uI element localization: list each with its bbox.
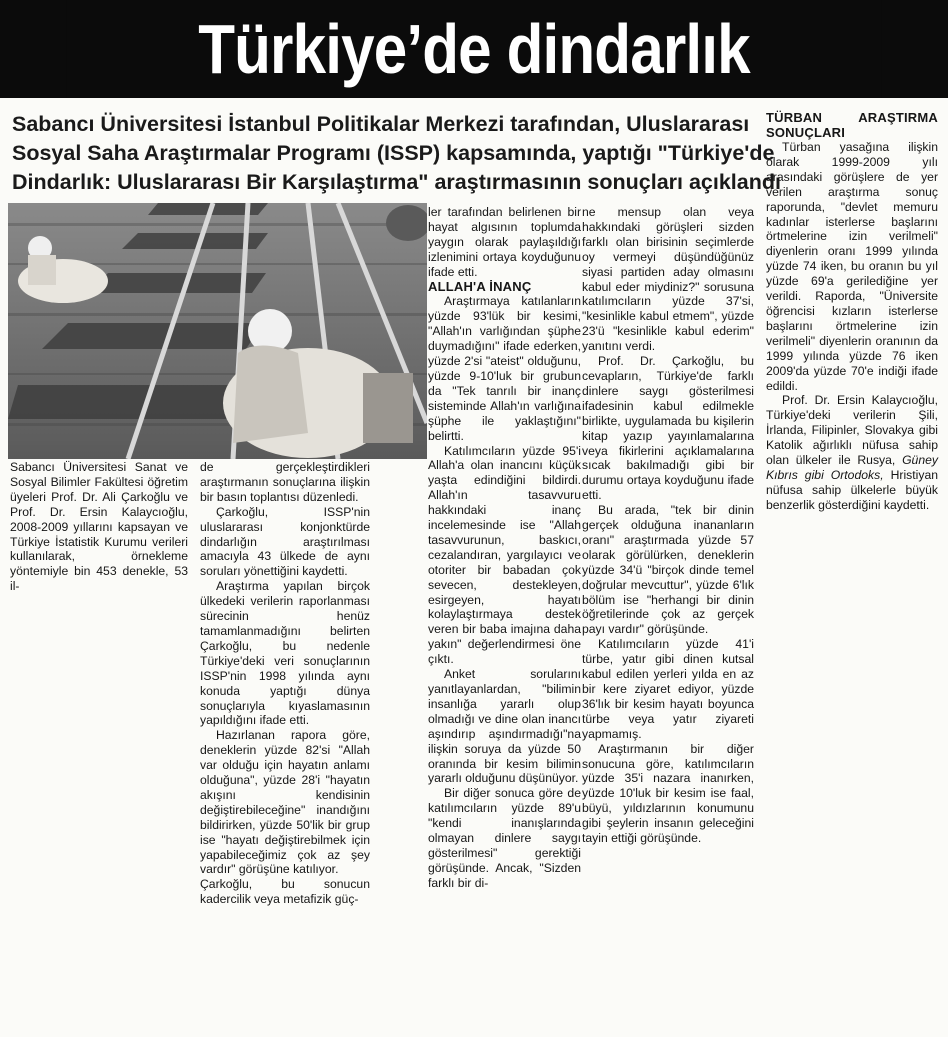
article-column-3: [582, 205, 754, 846]
deck-line: Sabancı Üniversitesi İstanbul Politikalar Merkezi tarafından, Uluslararası: [12, 112, 750, 136]
paragraph: [766, 393, 938, 512]
paragraph: Prof. Dr. Çarkoğlu, bu cevapların, Türkiye'de farklı dinlere saygı gösterilmesi ifadesinin kabul edilmekle birlikte, uygulamada bu kişilerin kitap yazıp yayınlamalarına veya fikirlerini açıklamalarına sıcak bakılmadığı gibi bir durumu ortaya koyduğunu ifade etti.: [582, 354, 754, 503]
sidebar-column: [766, 110, 938, 513]
deck-line: Sosyal Saha Araştırmalar Programı (ISSP) kapsamında, yaptığı "Türkiye'de: [12, 141, 775, 165]
article-column-1: [200, 460, 370, 907]
subheading: ALLAH'A İNANÇ: [428, 278, 532, 294]
article-column-2: [428, 205, 581, 891]
paragraph: Araştırma yapılan birçok ülkedeki verilerin raporlanması sürecinin henüz tamamlanmadığını belirten Çarkoğlu, bu nedenle Türkiye'deki veri sonuçlarının ISSP'nin 1998 yılında aynı konuda yaptığı dünya sonuçlarıyla kıyaslamasının yapıldığını ifade etti.: [200, 579, 370, 728]
headline: Türkiye’de dindarlık: [66, 0, 881, 98]
paragraph: ne mensup olan veya hakkındaki görüşleri sizden farklı olan birisinin seçimlerde oy vermeyi düşündüğünüz siyasi partiden aday olmasını kabul eder miydiniz?" sorusuna katılımcıların yüzde 37'si, "kesinlikle kabul etmem", yüzde 23'ü "kesinlikle kabul ederim" yanıtını verdi.: [582, 205, 754, 354]
paragraph: Bir diğer sonuca göre de katılımcıların yüzde 89'u "kendi inanışlarında olmayan dinlere saygı gösterilmesi" gerektiği görüşünde. Ancak, "Sizden farklı bir di-: [428, 786, 581, 890]
headline-banner: [0, 0, 948, 98]
paragraph: Hazırlanan rapora göre, deneklerin yüzde 82'si "Allah var olduğu için hayatın anlamı olduğuna", yüzde 28'i "hayatın akışını kendisinin değiştirebileceğine" inandığını bildirirken, yüzde 50'lik bir grup ise "hayatı değiştirebilmek için yapabileceğimiz çok az şey vardır" görüşüne katılıyor.: [200, 728, 370, 877]
italic-phrase: Güney Kıbrıs gibi Ortodoks,: [766, 453, 938, 482]
paragraph-part: Prof. Dr. Ersin Kalaycıoğlu, Türkiye'deki verilerin Şili, İrlanda, Filipinler, Slovakya gibi Katolik ağırlıklı nüfusa sahip olan ülkeler ile Rusya,: [766, 393, 938, 468]
paragraph: ler tarafından belirlenen bir hayat algısının toplumda yaygın olarak paylaşıldığı izlenimini ortaya koyduğunu ifade etti.: [428, 205, 581, 279]
paragraph: Anket sorularını yanıtlayanlardan, "bilimin insanlığa yararlı olup olmadığı ve dine olan inancı aşındırıp aşındırmadığı"na ilişkin soruya da yüzde 50 oranında bir kesim bilimin yararlı olduğunu düşünüyor.: [428, 667, 581, 786]
caption-text: Sabancı Üniversitesi Sanat ve Sosyal Bilimler Fakültesi öğretim üyeleri Prof. Dr. Ali Çarkoğlu ve Prof. Dr. Ersin Kalaycıoğlu, 2008-2009 yıllarını kapsayan ve Türkiye İstatistik Kurumu verileri kullanılarak, örnekleme yöntemiyle bin 453 denekle, 53 il-: [10, 460, 188, 594]
paragraph: Çarkoğlu, ISSP'nin uluslararası konjonktürde dindarlığın araştırılması amacıyla 43 ülkede de aynı soruları yönettiğini kaydetti.: [200, 504, 370, 579]
news-photo: [8, 203, 427, 459]
paragraph: Araştırmanın bir diğer sonucuna göre, katılımcıların yüzde 35'i nazara inanırken, yüzde 10'luk bir kesim ise faal, büyü, yıldızlarının konumunu gibi şeylerin insanın geleceğini tayin ettiği görüşünde.: [582, 741, 754, 846]
deck-line: Dindarlık: Uluslararası Bir Karşılaştırma" araştırmasının sonuçları açıklandı: [12, 170, 781, 194]
paragraph: Araştırmaya katılanların yüzde 93'lük bir kesimi, "Allah'ın varlığından şüphe duymadığını" ifade ederken, yüzde 2'si "ateist" olduğunu, yüzde 9-10'luk bir grubun da "Tek tanrılı bir inanç sisteminde Allah'ın varlığına şüphe ile yaklaştığını" belirtti.: [428, 294, 581, 443]
photo-caption: [10, 460, 188, 594]
paragraph: de gerçekleştirdikleri araştırmanın sonuçlarına ilişkin bir basın toplantısı düzenledi.: [200, 460, 370, 504]
paragraph: Türban yasağına ilişkin olarak 1999-2009 yılı arasındaki görüşlere de yer verilen araştırma sonuç raporunda, "devlet memuru kadınlar isterlerse başlarını örtmelerine izin verilmeli" diyenlerin oranı 1999 yılında yüzde 74 iken, bu oranın bu yıl yüzde 69'a gerilediğine yer verildi. Raporda, "Üniversite öğrencisi kızların isterlerse başlarını örtmelerine izin verilmeli" diyenlerin oranının da 1999 yılında yüzde 76 iken 2009'da yüzde 70'e indiği ifade edildi.: [766, 140, 938, 393]
deck-subtitle: [12, 110, 781, 197]
paragraph-part: Hristiyan nüfusa sahip ülkelerle büyük benzerlik gösterdiğini kaydetti.: [766, 467, 938, 512]
paragraph: Bu arada, "tek bir dinin gerçek olduğuna inananların oranı" araştırmada yüzde 57 olarak görülürken, deneklerin yüzde 34'ü "birçok dinde temel doğrular mevcuttur", yüzde 6'lık bölüm ise "herhangi bir dinin öğretilerinde çok az gerçek payı vardır" görüşünde.: [582, 503, 754, 637]
sidebar-subheading: TÜRBAN ARAŞTIRMA SONUÇLARI: [766, 110, 938, 140]
paragraph: Katılımcıların yüzde 41'i türbe, yatır gibi dinen kutsal kabul edilen yerleri yılda en az bir kere ziyaret ediyor, yüzde 36'lık bir kesim hayatı boyunca türbe veya yatır ziyareti yapmamış.: [582, 637, 754, 741]
praying-men-on-railway-photo: [8, 203, 427, 459]
paragraph: Çarkoğlu, bu sonucun kadercilik veya metafizik güç-: [200, 877, 370, 907]
paragraph: Katılımcıların yüzde 95'i Allah'a olan inancını küçük yaşta edindiğini bildirdi. Allah'ın tasavvuru hakkındaki inanç incelemesinde ise "Allah tasavvurunun, baskıcı, cezalandıran, yargılayıcı ve otoriter bir babadan çok sevecen, destekleyen, esirgeyen, hayatı kolaylaştırmaya destek veren bir baba imajına daha yakın" değerlendirmesi öne çıktı.: [428, 443, 581, 667]
